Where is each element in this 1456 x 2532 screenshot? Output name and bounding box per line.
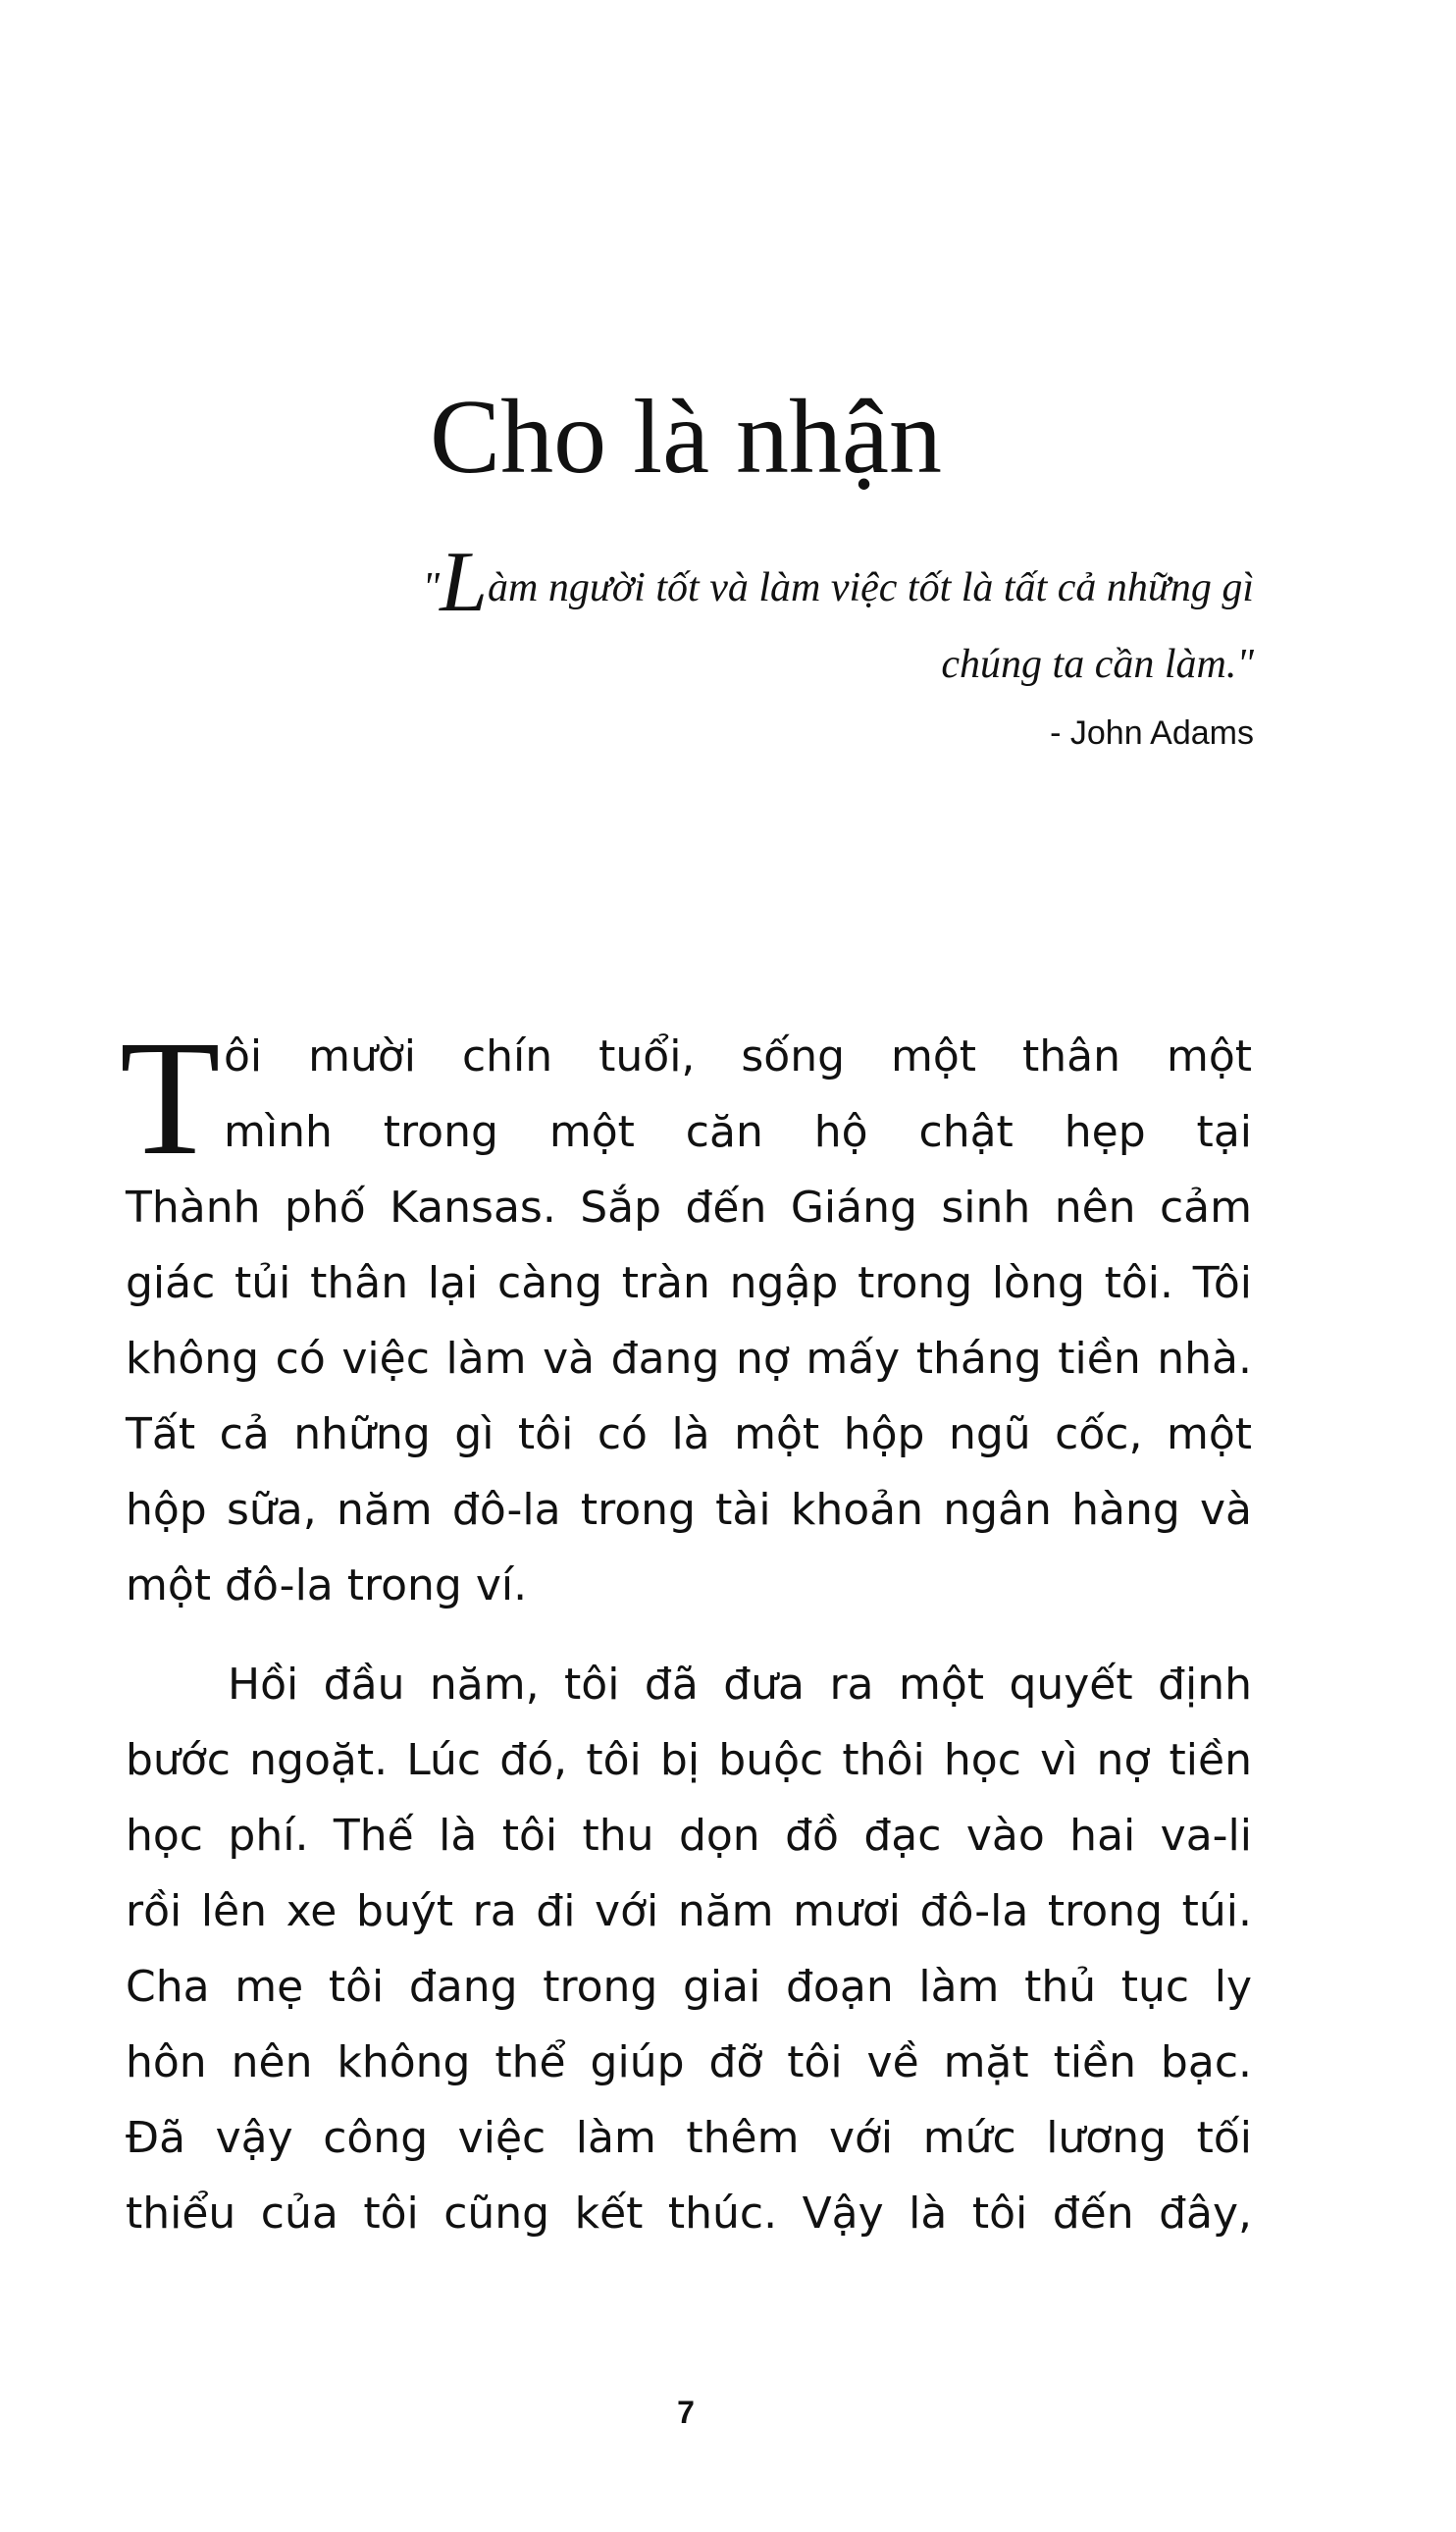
epigraph-open-quote: " xyxy=(422,565,441,610)
paragraph-line: một đô-la trong ví. xyxy=(126,1560,528,1610)
epigraph-quote xyxy=(273,535,1254,703)
paragraph-line: học phí. Thế là tôi thu dọn đồ đạc vào hai va-li xyxy=(126,1811,1252,1861)
paragraph-line: không có việc làm và đang nợ mấy tháng tiền nhà. xyxy=(126,1334,1252,1384)
paragraph-line: rồi lên xe buýt ra đi với năm mươi đô-la trong túi. xyxy=(126,1886,1252,1936)
paragraph-line: thiểu của tôi cũng kết thúc. Vậy là tôi đến đây, xyxy=(126,2189,1252,2239)
paragraph-line: mình trong một căn hộ chật hẹp tại xyxy=(224,1107,1252,1157)
paragraph-line: hộp sữa, năm đô-la trong tài khoản ngân hàng và xyxy=(126,1485,1252,1535)
epigraph-line-1-text: àm người tốt và làm việc tốt là tất cả những gì xyxy=(488,565,1254,610)
paragraph-2 xyxy=(126,1647,1252,2251)
paragraph-line: hôn nên không thể giúp đỡ tôi về mặt tiền bạc. xyxy=(126,2037,1252,2087)
chapter-title: Cho là nhận xyxy=(430,379,942,496)
epigraph-line-1 xyxy=(273,535,1254,630)
paragraph-line: ôi mười chín tuổi, sống một thân một xyxy=(224,1031,1252,1081)
epigraph-line-2: chúng ta cần làm." xyxy=(941,642,1254,687)
paragraph-line: Đã vậy công việc làm thêm với mức lương tối xyxy=(126,2113,1252,2163)
paragraph-line: bước ngoặt. Lúc đó, tôi bị buộc thôi học vì nợ tiền xyxy=(126,1735,1252,1785)
body-text xyxy=(126,1019,1252,2251)
drop-cap: T xyxy=(120,1007,221,1189)
paragraph-line: Hồi đầu năm, tôi đã đưa ra một quyết định xyxy=(228,1660,1252,1710)
paragraph-line: Tất cả những gì tôi có là một hộp ngũ cốc, một xyxy=(126,1409,1252,1459)
paragraph-line: giác tủi thân lại càng tràn ngập trong lòng tôi. Tôi xyxy=(126,1258,1252,1308)
epigraph-attribution: - John Adams xyxy=(1050,714,1254,752)
paragraph-line: Thành phố Kansas. Sắp đến Giáng sinh nên cảm xyxy=(126,1183,1252,1233)
paragraph-line: Cha mẹ tôi đang trong giai đoạn làm thủ tục ly xyxy=(126,1962,1252,2012)
page-number: 7 xyxy=(677,2395,695,2430)
paragraph-1 xyxy=(126,1019,1252,1623)
epigraph-initial: L xyxy=(440,535,489,630)
